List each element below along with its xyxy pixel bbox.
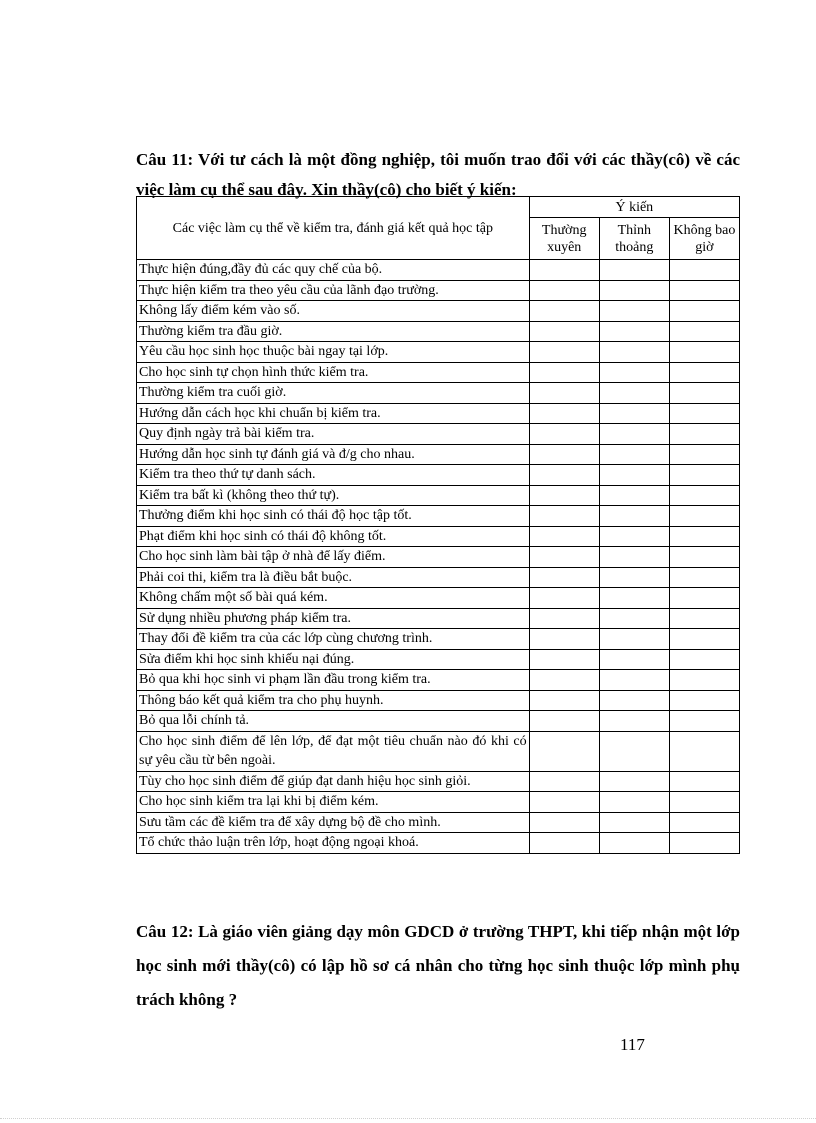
task-cell: Hướng dẫn học sinh tự đánh giá và đ/g cho nhau. — [137, 444, 530, 465]
task-cell: Sưu tầm các đề kiểm tra để xây dựng bộ đề cho mình. — [137, 812, 530, 833]
option-header-never: Không bao giờ — [669, 218, 739, 260]
answer-cell-often[interactable] — [529, 670, 599, 691]
table-row — [137, 771, 740, 792]
answer-cell-sometimes[interactable] — [599, 771, 669, 792]
answer-cell-never[interactable] — [669, 260, 739, 281]
answer-cell-sometimes[interactable] — [599, 260, 669, 281]
answer-cell-often[interactable] — [529, 321, 599, 342]
survey-table-body — [137, 260, 740, 854]
task-cell: Bỏ qua khi học sinh vi phạm lần đầu trong kiểm tra. — [137, 670, 530, 691]
answer-cell-sometimes[interactable] — [599, 280, 669, 301]
answer-cell-never[interactable] — [669, 280, 739, 301]
answer-cell-often[interactable] — [529, 608, 599, 629]
answer-cell-often[interactable] — [529, 506, 599, 527]
answer-cell-sometimes[interactable] — [599, 465, 669, 486]
answer-cell-sometimes[interactable] — [599, 506, 669, 527]
task-cell: Thưởng điểm khi học sinh có thái độ học tập tốt. — [137, 506, 530, 527]
answer-cell-never[interactable] — [669, 321, 739, 342]
answer-cell-never[interactable] — [669, 424, 739, 445]
task-cell: Yêu cầu học sinh học thuộc bài ngay tại lớp. — [137, 342, 530, 363]
task-cell: Thực hiện đúng,đầy đủ các quy chế của bộ. — [137, 260, 530, 281]
task-cell: Phải coi thi, kiểm tra là điều bắt buộc. — [137, 567, 530, 588]
task-cell: Hướng dẫn cách học khi chuẩn bị kiểm tra. — [137, 403, 530, 424]
answer-cell-sometimes[interactable] — [599, 731, 669, 771]
answer-cell-often[interactable] — [529, 812, 599, 833]
answer-cell-never[interactable] — [669, 711, 739, 732]
task-cell: Kiểm tra bất kì (không theo thứ tự). — [137, 485, 530, 506]
answer-cell-sometimes[interactable] — [599, 403, 669, 424]
table-row — [137, 649, 740, 670]
answer-cell-sometimes[interactable] — [599, 383, 669, 404]
answer-cell-often[interactable] — [529, 444, 599, 465]
task-cell: Phạt điểm khi học sinh có thái độ không tốt. — [137, 526, 530, 547]
answer-cell-often[interactable] — [529, 792, 599, 813]
answer-cell-sometimes[interactable] — [599, 812, 669, 833]
table-row — [137, 362, 740, 383]
answer-cell-often[interactable] — [529, 260, 599, 281]
answer-cell-sometimes[interactable] — [599, 526, 669, 547]
answer-cell-never[interactable] — [669, 301, 739, 322]
answer-cell-sometimes[interactable] — [599, 444, 669, 465]
answer-cell-often[interactable] — [529, 383, 599, 404]
answer-cell-sometimes[interactable] — [599, 362, 669, 383]
answer-cell-sometimes[interactable] — [599, 792, 669, 813]
table-row — [137, 567, 740, 588]
task-cell: Bỏ qua lỗi chính tả. — [137, 711, 530, 732]
answer-cell-sometimes[interactable] — [599, 547, 669, 568]
table-row — [137, 280, 740, 301]
table-row — [137, 526, 740, 547]
answer-cell-never[interactable] — [669, 812, 739, 833]
table-row — [137, 588, 740, 609]
answer-cell-often[interactable] — [529, 711, 599, 732]
answer-cell-often[interactable] — [529, 690, 599, 711]
question-11: Câu 11: Với tư cách là một đồng nghiệp, tôi muốn trao đổi với các thầy(cô) về các việc làm cụ thể sau đây. Xin thầy(cô) cho biết ý kiến: — [136, 150, 740, 199]
survey-table — [136, 196, 740, 854]
answer-cell-often[interactable] — [529, 403, 599, 424]
answer-cell-often[interactable] — [529, 301, 599, 322]
answer-cell-sometimes[interactable] — [599, 588, 669, 609]
task-cell: Sửa điểm khi học sinh khiếu nại đúng. — [137, 649, 530, 670]
table-row — [137, 690, 740, 711]
answer-cell-often[interactable] — [529, 547, 599, 568]
table-row — [137, 670, 740, 691]
answer-cell-never[interactable] — [669, 342, 739, 363]
answer-cell-sometimes[interactable] — [599, 342, 669, 363]
answer-cell-never[interactable] — [669, 771, 739, 792]
table-row — [137, 731, 740, 771]
task-cell: Cho học sinh làm bài tập ở nhà để lấy điểm. — [137, 547, 530, 568]
answer-cell-sometimes[interactable] — [599, 301, 669, 322]
table-row — [137, 465, 740, 486]
opinion-column-header: Ý kiến — [529, 197, 739, 218]
answer-cell-never[interactable] — [669, 526, 739, 547]
answer-cell-often[interactable] — [529, 342, 599, 363]
table-row — [137, 321, 740, 342]
answer-cell-never[interactable] — [669, 670, 739, 691]
answer-cell-sometimes[interactable] — [599, 485, 669, 506]
task-cell: Thường kiểm tra đầu giờ. — [137, 321, 530, 342]
answer-cell-often[interactable] — [529, 485, 599, 506]
table-row — [137, 424, 740, 445]
table-row — [137, 833, 740, 854]
question-12: Câu 12: Là giáo viên giảng dạy môn GDCD ở trường THPT, khi tiếp nhận một lớp học sinh mới thầy(cô) có lập hồ sơ cá nhân cho từng học sinh thuộc lớp mình phụ trách không ? — [136, 922, 740, 1009]
answer-cell-never[interactable] — [669, 444, 739, 465]
table-row — [137, 506, 740, 527]
task-cell: Kiểm tra theo thứ tự danh sách. — [137, 465, 530, 486]
answer-cell-often[interactable] — [529, 771, 599, 792]
answer-cell-sometimes[interactable] — [599, 608, 669, 629]
answer-cell-never[interactable] — [669, 792, 739, 813]
task-cell: Cho học sinh điểm để lên lớp, để đạt một tiêu chuẩn nào đó khi có sự yêu cầu từ bên ngoài. — [137, 731, 530, 771]
task-cell: Cho học sinh kiểm tra lại khi bị điểm kém. — [137, 792, 530, 813]
task-cell: Không lấy điểm kém vào số. — [137, 301, 530, 322]
answer-cell-never[interactable] — [669, 506, 739, 527]
table-row — [137, 485, 740, 506]
option-header-sometimes: Thỉnh thoảng — [599, 218, 669, 260]
table-row — [137, 383, 740, 404]
answer-cell-sometimes[interactable] — [599, 670, 669, 691]
answer-cell-sometimes[interactable] — [599, 629, 669, 650]
answer-cell-often[interactable] — [529, 465, 599, 486]
answer-cell-sometimes[interactable] — [599, 690, 669, 711]
answer-cell-often[interactable] — [529, 588, 599, 609]
answer-cell-often[interactable] — [529, 567, 599, 588]
answer-cell-often[interactable] — [529, 731, 599, 771]
answer-cell-sometimes[interactable] — [599, 424, 669, 445]
answer-cell-often[interactable] — [529, 833, 599, 854]
table-row — [137, 342, 740, 363]
answer-cell-never[interactable] — [669, 629, 739, 650]
table-row — [137, 711, 740, 732]
answer-cell-sometimes[interactable] — [599, 833, 669, 854]
answer-cell-never[interactable] — [669, 690, 739, 711]
footer-divider — [0, 1118, 816, 1119]
task-cell: Thường kiểm tra cuối giờ. — [137, 383, 530, 404]
answer-cell-sometimes[interactable] — [599, 321, 669, 342]
task-cell: Tùy cho học sinh điểm để giúp đạt danh hiệu học sinh giỏi. — [137, 771, 530, 792]
task-cell: Thay đổi đề kiểm tra của các lớp cùng chương trình. — [137, 629, 530, 650]
table-row — [137, 812, 740, 833]
table-row — [137, 444, 740, 465]
answer-cell-often[interactable] — [529, 526, 599, 547]
page-number: 117 — [620, 1035, 645, 1054]
answer-cell-never[interactable] — [669, 362, 739, 383]
task-cell: Tổ chức thảo luận trên lớp, hoạt động ngoại khoá. — [137, 833, 530, 854]
answer-cell-never[interactable] — [669, 547, 739, 568]
task-cell: Thực hiện kiểm tra theo yêu cầu của lãnh đạo trường. — [137, 280, 530, 301]
table-row — [137, 608, 740, 629]
answer-cell-never[interactable] — [669, 465, 739, 486]
answer-cell-never[interactable] — [669, 403, 739, 424]
option-header-often: Thường xuyên — [529, 218, 599, 260]
answer-cell-often[interactable] — [529, 424, 599, 445]
answer-cell-never[interactable] — [669, 567, 739, 588]
answer-cell-never[interactable] — [669, 588, 739, 609]
answer-cell-often[interactable] — [529, 280, 599, 301]
table-row — [137, 403, 740, 424]
task-cell: Quy định ngày trả bài kiểm tra. — [137, 424, 530, 445]
answer-cell-never[interactable] — [669, 485, 739, 506]
answer-cell-never[interactable] — [669, 833, 739, 854]
task-cell: Thông báo kết quả kiểm tra cho phụ huynh. — [137, 690, 530, 711]
answer-cell-often[interactable] — [529, 649, 599, 670]
table-row — [137, 301, 740, 322]
task-column-header: Các việc làm cụ thể về kiểm tra, đánh giá kết quả học tập — [137, 197, 530, 260]
answer-cell-sometimes[interactable] — [599, 711, 669, 732]
answer-cell-often[interactable] — [529, 629, 599, 650]
answer-cell-sometimes[interactable] — [599, 567, 669, 588]
answer-cell-never[interactable] — [669, 731, 739, 771]
answer-cell-often[interactable] — [529, 362, 599, 383]
table-header-row — [137, 197, 740, 218]
table-row — [137, 260, 740, 281]
answer-cell-never[interactable] — [669, 649, 739, 670]
table-row — [137, 792, 740, 813]
table-row — [137, 629, 740, 650]
answer-cell-never[interactable] — [669, 608, 739, 629]
answer-cell-sometimes[interactable] — [599, 649, 669, 670]
answer-cell-never[interactable] — [669, 383, 739, 404]
table-row — [137, 547, 740, 568]
task-cell: Không chấm một số bài quá kém. — [137, 588, 530, 609]
task-cell: Sử dụng nhiều phương pháp kiểm tra. — [137, 608, 530, 629]
task-cell: Cho học sinh tự chọn hình thức kiểm tra. — [137, 362, 530, 383]
